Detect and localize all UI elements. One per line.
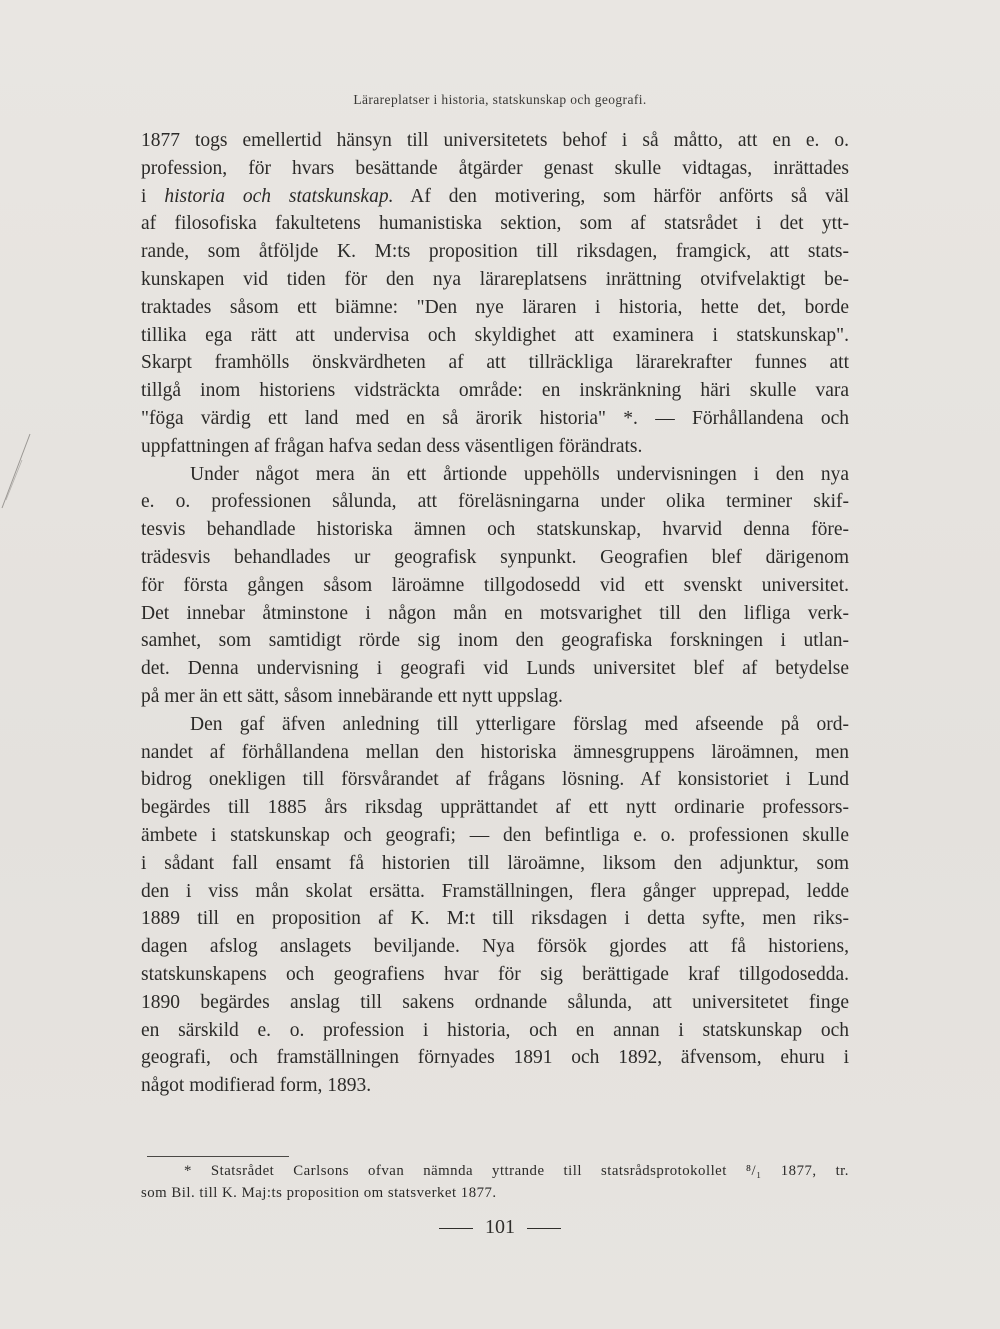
body-text	[141, 127, 849, 1100]
text-line: profession, för hvars besättande åtgärder genast skulle vidtagas, inrättades	[141, 157, 849, 179]
footnote	[141, 1160, 849, 1204]
text-line: på mer än ett sätt, såsom innebärande ett nytt uppslag.	[141, 685, 563, 707]
text-fragment: Af den motivering, som härför anförts så väl	[393, 185, 850, 207]
footnote-rule	[147, 1156, 289, 1157]
text-line: 1890 begärdes anslag till sakens ordnande sålunda, att universitetet finge	[141, 991, 849, 1013]
text-line: det. Denna undervisning i geografi vid Lunds universitet blef af betydelse	[141, 658, 849, 680]
text-line: statskunskapens och geografiens hvar för sig berättigade kraf tillgodosedda.	[141, 963, 849, 985]
footnote-line: * Statsrådet Carlsons ofvan nämnda yttrande till statsrådsprotokollet ⁸/₁ 1877, tr.	[184, 1163, 849, 1179]
text-line: dagen afslog anslagets beviljande. Nya försök gjordes att få historiens,	[141, 936, 849, 958]
text-line: traktades såsom ett biämne: "Den nye läraren i historia, hette det, borde	[141, 296, 849, 318]
text-line: geografi, och framställningen förnyades 1891 och 1892, äfvensom, ehuru i	[141, 1047, 849, 1069]
page-number-dash	[527, 1228, 561, 1229]
text-line: uppfattningen af frågan hafva sedan dess väsentligen förändrats.	[141, 435, 643, 457]
text-line: kunskapen vid tiden för den nya lärareplatsens inrättning otvifvelaktigt be-	[141, 268, 849, 290]
text-line: något modifierad form, 1893.	[141, 1075, 372, 1097]
footnote-line: som Bil. till K. Maj:ts proposition om statsverket 1877.	[141, 1185, 497, 1201]
italic-phrase: historia och statskunskap.	[164, 185, 394, 207]
text-line: tesvis behandlade historiska ämnen och statskunskap, hvarvid denna före-	[141, 519, 849, 541]
page-number-dash	[439, 1228, 473, 1229]
text-line: bidrog onekligen till försvårandet af frågans lösning. Af konsistoriet i Lund	[141, 769, 849, 791]
text-line	[141, 183, 849, 211]
text-line: för första gången såsom läroämne tillgodosedd vid ett svenskt universitet.	[141, 574, 849, 596]
text-line: begärdes till 1885 års riksdag upprättandet af ett nytt ordinarie professors-	[141, 797, 849, 819]
text-line: 1877 togs emellertid hänsyn till universitetets behof i så måtto, att en e. o.	[141, 130, 849, 151]
text-line: af filosofiska fakultetens humanistiska sektion, som af statsrådet i det ytt-	[141, 213, 849, 235]
text-fragment: i	[141, 185, 165, 207]
text-line: tillika ega rätt att undervisa och skyldighet att examinera i statskunskap".	[141, 324, 849, 346]
page-number-value: 101	[485, 1216, 515, 1238]
pencil-mark	[0, 430, 40, 510]
text-line: 1889 till en proposition af K. M:t till riksdagen i detta syfte, men riks-	[141, 908, 849, 930]
text-line: tillgå inom historiens vidsträckta område: en inskränkning häri skulle vara	[141, 380, 849, 402]
text-line: rande, som åtföljde K. M:ts proposition till riksdagen, framgick, att stats-	[141, 241, 849, 263]
text-line: den i viss mån skolat ersätta. Framställningen, flera gånger upprepad, ledde	[141, 880, 849, 902]
text-line: Under något mera än ett årtionde uppehölls undervisningen i den nya	[190, 463, 849, 485]
text-line: Den gaf äfven anledning till ytterligare förslag med afseende på ord-	[190, 713, 849, 735]
text-line: nandet af förhållandena mellan den historiska ämnesgruppens läroämnen, men	[141, 741, 849, 763]
text-line: e. o. professionen sålunda, att föreläsningarna under olika terminer skif-	[141, 491, 849, 513]
text-line: samhet, som samtidigt rörde sig inom den geografiska forskningen i utlan-	[141, 630, 849, 652]
running-head: Lärareplatser i historia, statskunskap och geografi.	[353, 92, 647, 107]
text-line: trädesvis behandlades ur geografisk synpunkt. Geografien blef därigenom	[141, 546, 849, 568]
text-line: Det innebar åtminstone i någon mån en motsvarighet till den lifliga verk-	[141, 602, 849, 624]
text-line: "föga värdig ett land med en så ärorik historia" *. — Förhållandena och	[141, 407, 849, 429]
text-line: i sådant fall ensamt få historien till läroämne, liksom den adjunktur, som	[141, 852, 849, 874]
text-line: ämbete i statskunskap och geografi; — den befintliga e. o. professionen skulle	[141, 824, 849, 846]
text-line: en särskild e. o. profession i historia, och en annan i statskunskap och	[141, 1019, 849, 1041]
text-line: Skarpt framhölls önskvärdheten af att tillräckliga lärarekrafter funnes att	[141, 352, 849, 374]
page-number	[0, 1216, 1000, 1239]
